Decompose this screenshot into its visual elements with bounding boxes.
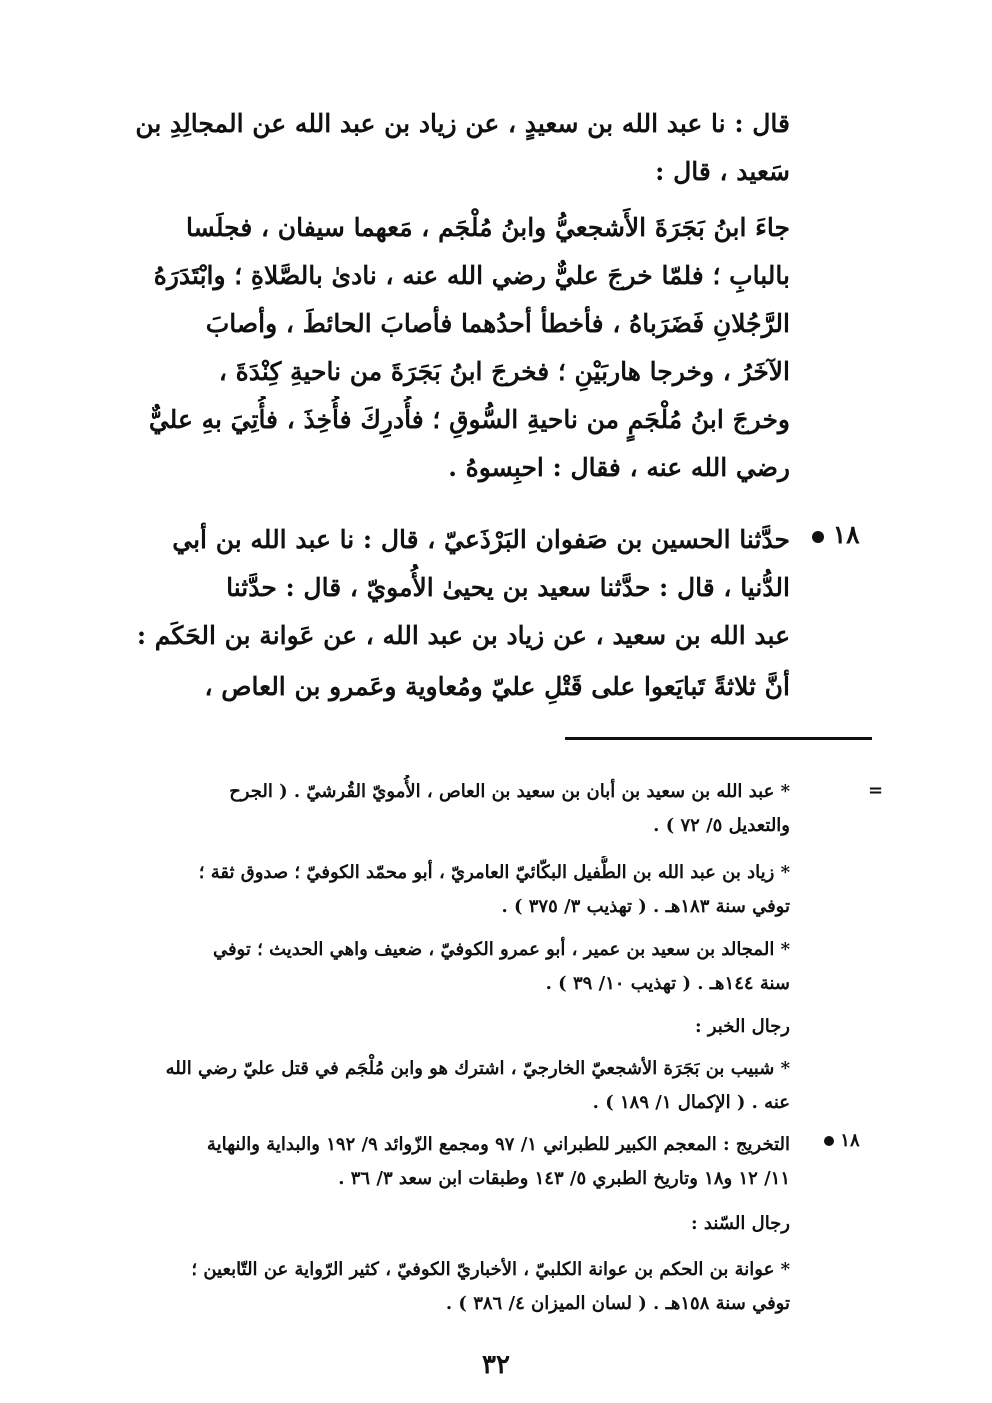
item-number: ١٨ xyxy=(840,1130,860,1151)
item-number: ١٨ xyxy=(832,520,860,549)
takhrij-number-marker xyxy=(818,1130,860,1151)
text-line: بالبابِ ؛ فلمّا خرجَ عليٌّ رضي الله عنه ، نادىٰ بالصَّلاةِ ؛ وابْتَدَرَهُ xyxy=(153,261,790,290)
footnote-heading-khabar xyxy=(130,1010,790,1044)
footnote-line: * عوانة بن الحكم بن عوانة الكلبيّ ، الأخباريّ الكوفيّ ، كثير الرّواية عن التّابعين ؛ xyxy=(191,1259,790,1280)
footnote-line: التخريج : المعجم الكبير للطبراني ١/ ٩٧ ومجمع الزّوائد ٩/ ١٩٢ والبداية والنهاية xyxy=(206,1134,790,1155)
footnote-line: والتعديل ٥/ ٧٢ ) . xyxy=(653,815,790,836)
text-line: الدُّنيا ، قال : حدَّثنا سعيد بن يحيىٰ الأُمويّ ، قال : حدَّثنا xyxy=(226,573,790,602)
footnote-separator-rule xyxy=(565,737,872,740)
text-line: قال : نا عبد الله بن سعيدٍ ، عن زياد بن عبد الله عن المجالِدِ بن xyxy=(135,109,790,138)
footnote-line: ١١/ ١٢ و١٨ وتاريخ الطبري ٥/ ١٤٣ وطبقات ابن سعد ٣/ ٣٦ . xyxy=(338,1168,790,1189)
bullet-dot-icon xyxy=(812,531,824,543)
paragraph-narration xyxy=(130,204,790,492)
bullet-dot-icon xyxy=(824,1136,834,1146)
text-line: سَعيد ، قال : xyxy=(655,157,790,186)
footnote-heading-sanad xyxy=(130,1207,790,1241)
continuation-mark: = xyxy=(868,780,884,801)
text-line: الآخَرُ ، وخرجا هاربَيْنِ ؛ فخرجَ ابنُ بَجَرَةَ من ناحيةِ كِنْدَةَ ، xyxy=(218,357,790,386)
footnote-mujalid xyxy=(130,933,790,1001)
footnote-line: * زياد بن عبد الله بن الطُّفيل البكّائيّ العامريّ ، أبو محمّد الكوفيّ ؛ صدوق ثقة ؛ xyxy=(198,862,790,883)
text-line: جاءَ ابنُ بَجَرَةَ الأَشجعيُّ وابنُ مُلْجَم ، مَعهما سيفان ، فجلَسا xyxy=(185,213,790,242)
text-line: أنَّ ثلاثةً تَبايَعوا على قَتْلِ عليّ ومُعاوية وعَمرو بن العاص ، xyxy=(204,672,790,701)
footnote-takhrij xyxy=(130,1128,790,1196)
paragraph-chain-of-narration xyxy=(130,100,790,196)
footnote-ziyad xyxy=(130,856,790,924)
page-number: ٣٢ xyxy=(482,1350,510,1380)
text-line: وخرجَ ابنُ مُلْجَمٍ من ناحيةِ السُّوقِ ؛ فأُدرِكَ فأُخِذَ ، فأُتِيَ بهِ عليٌّ xyxy=(148,405,790,434)
text-line: عبد الله بن سعيد ، عن زياد بن عبد الله ، عن عَوانة بن الحَكَم : xyxy=(136,621,790,650)
heading-line: رجال الخبر : xyxy=(694,1016,790,1037)
text-line: حدَّثنا الحسين بن صَفوان البَرْذَعيّ ، قال : نا عبد الله بن أبي xyxy=(172,525,790,554)
footnote-line: * شبيب بن بَجَرَة الأشجعيّ الخارجيّ ، اشترك هو وابن مُلْجَم في قتل عليّ رضي الله xyxy=(165,1058,790,1079)
footnote-line: عنه . ( الإكمال ١/ ١٨٩ ) . xyxy=(592,1092,790,1113)
footnote-abdullah-ibn-said xyxy=(130,775,790,843)
footnote-line: سنة ١٤٤هـ . ( تهذيب ١٠/ ٣٩ ) . xyxy=(545,973,790,994)
text-line: الرَّجُلانِ فَضَرَباهُ ، فأخطأ أحدُهما فأصابَ الحائطَ ، وأصابَ xyxy=(205,309,790,338)
text-line: رضي الله عنه ، فقال : احبِسوهُ . xyxy=(448,453,790,482)
paragraph-item-18 xyxy=(130,516,790,714)
item-number-marker xyxy=(806,520,860,549)
heading-line: رجال السّند : xyxy=(691,1213,790,1234)
footnote-line: * عبد الله بن سعيد بن أبان بن سعيد بن العاص ، الأُمويّ القُرشيّ . ( الجرح xyxy=(229,781,790,802)
footnote-awana xyxy=(130,1253,790,1321)
footnote-line: * المجالد بن سعيد بن عمير ، أبو عمرو الكوفيّ ، ضعيف واهي الحديث ؛ توفي xyxy=(212,939,790,960)
footnote-line: توفي سنة ١٥٨هـ . ( لسان الميزان ٤/ ٣٨٦ ) . xyxy=(445,1293,790,1314)
footnote-line: توفي سنة ١٨٣هـ . ( تهذيب ٣/ ٣٧٥ ) . xyxy=(501,896,790,917)
footnote-shabib xyxy=(130,1052,790,1120)
